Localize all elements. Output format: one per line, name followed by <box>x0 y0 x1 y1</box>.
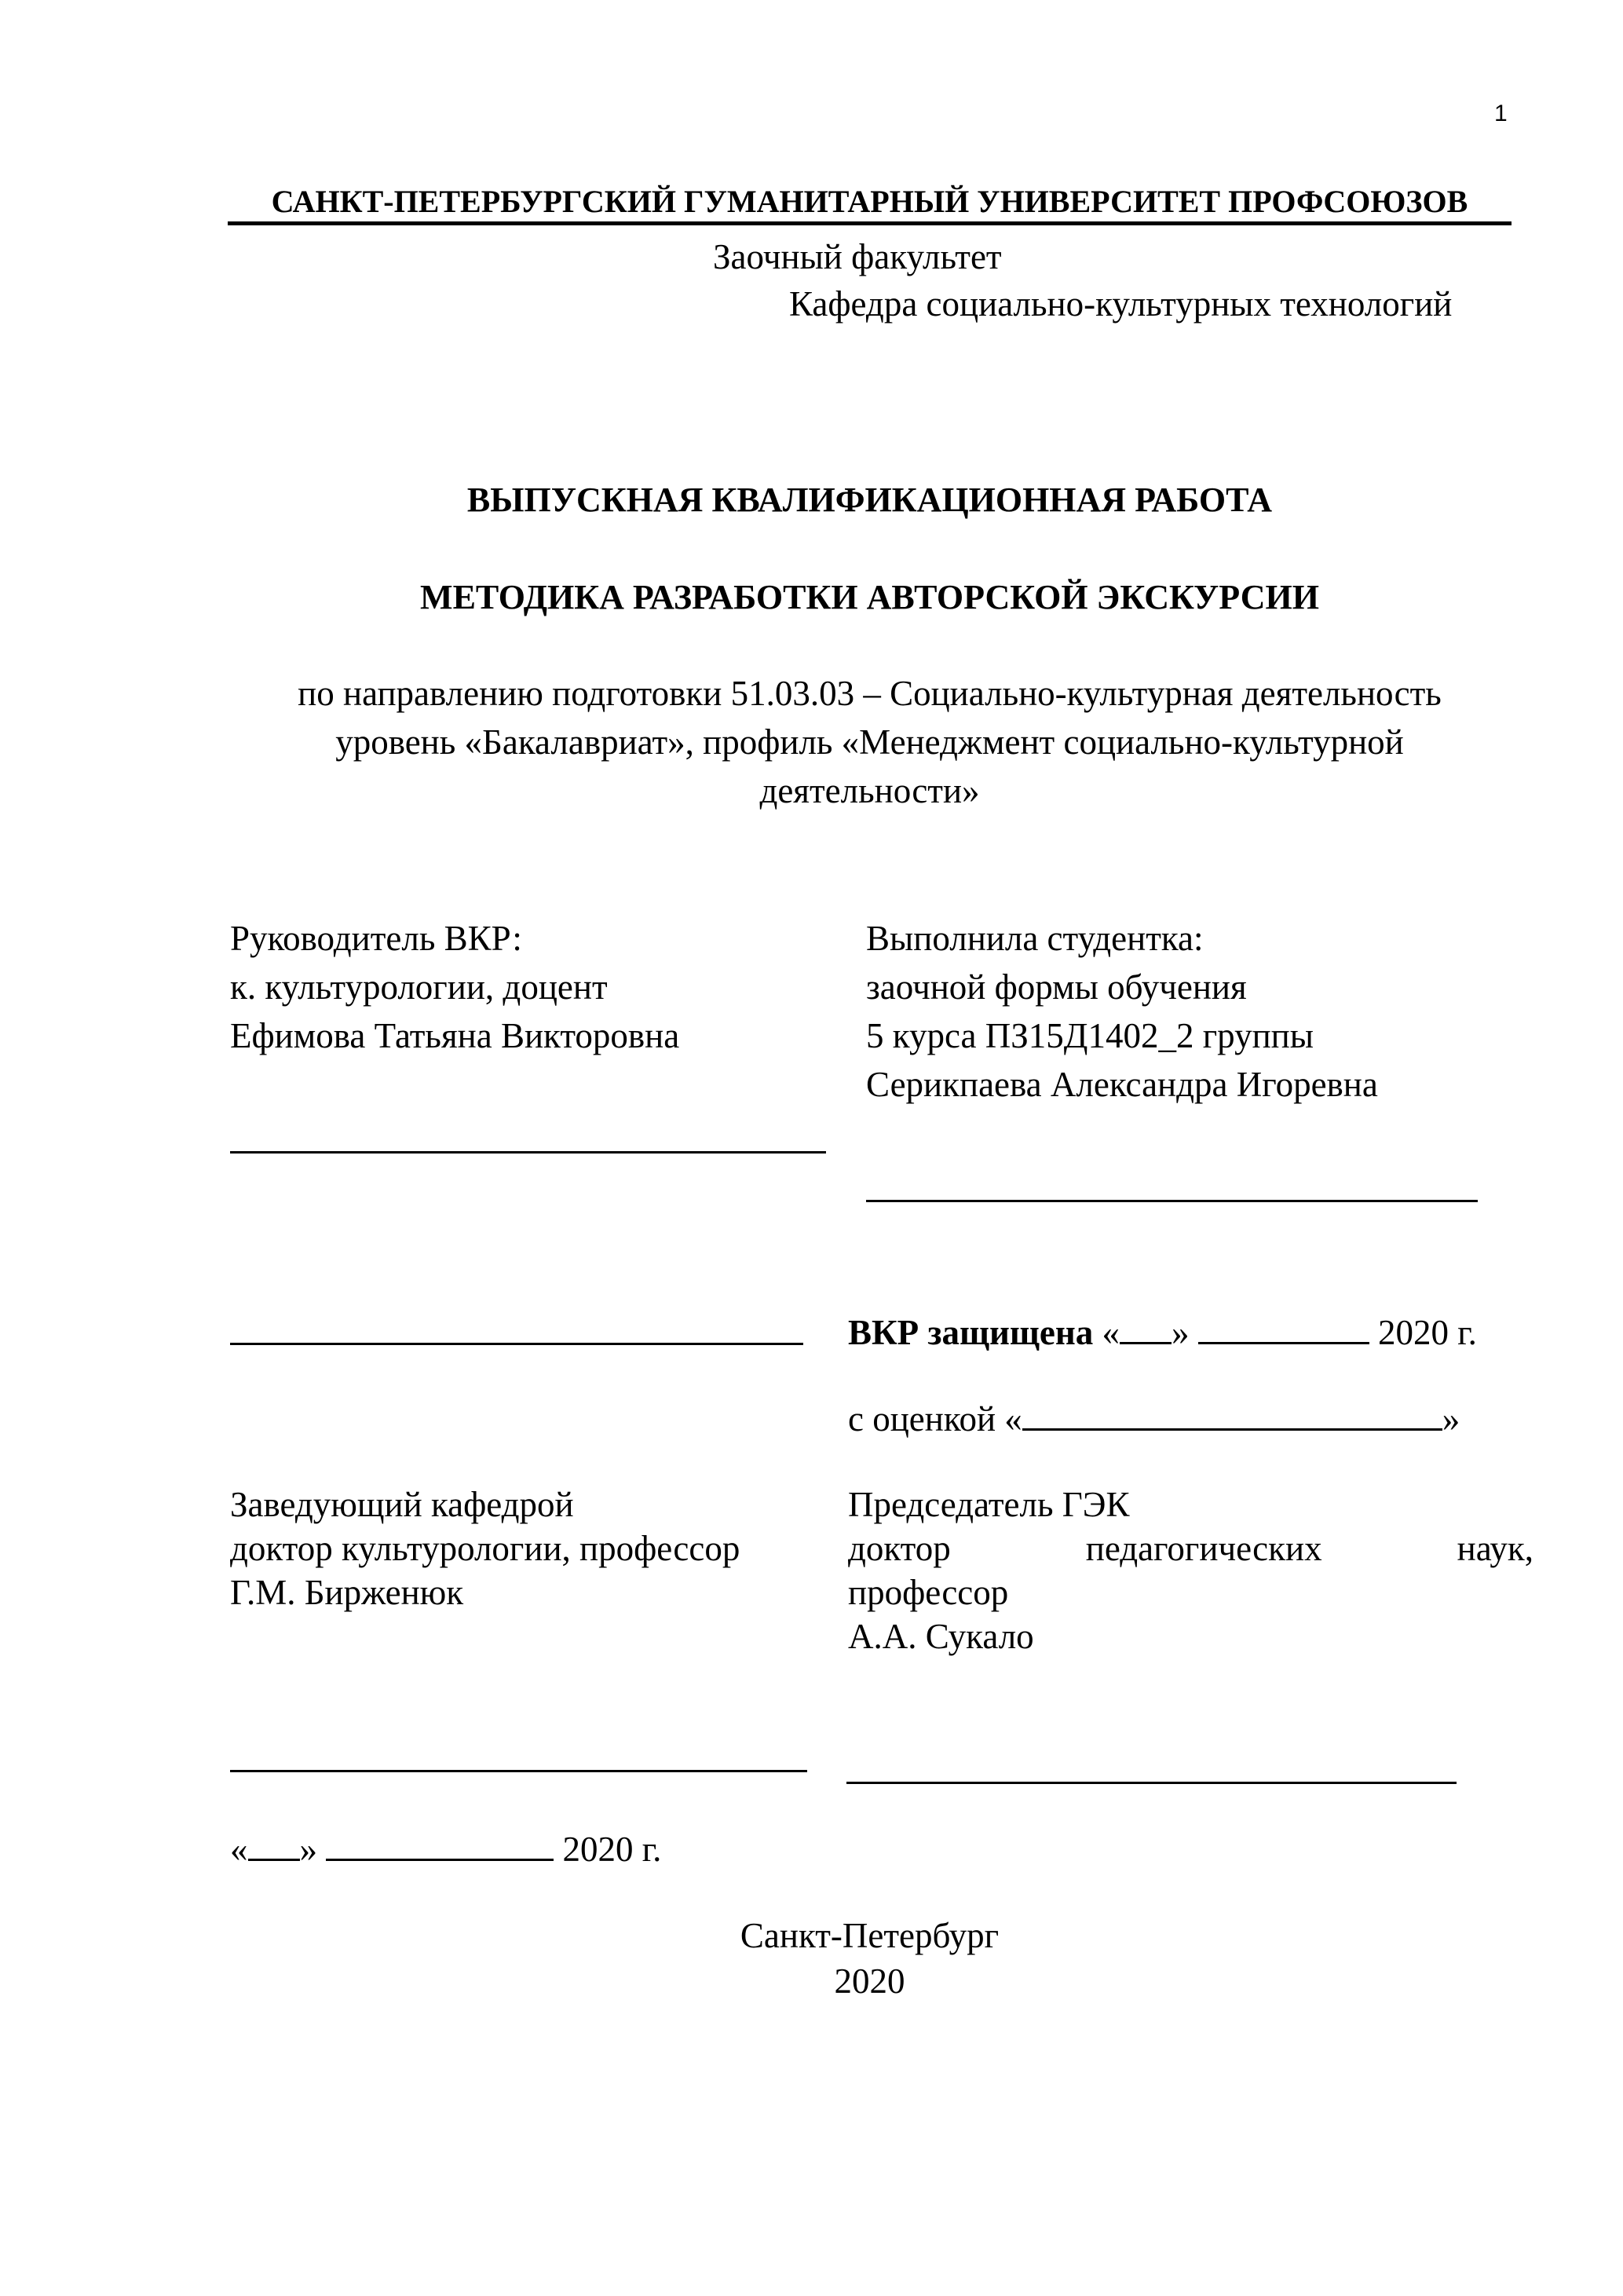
supervisor-label: Руководитель ВКР: <box>230 919 522 958</box>
grade-label: с оценкой « <box>848 1399 1022 1439</box>
date-day-field[interactable] <box>248 1832 300 1861</box>
grade-line <box>848 1395 1460 1443</box>
commission-chair-block <box>848 1483 1533 1658</box>
supervisor-degree: к. культурологии, доцент <box>230 967 608 1007</box>
chair-degree-word-3: наук, <box>1457 1529 1533 1568</box>
defense-label: ВКР защищена <box>848 1313 1094 1352</box>
chair-degree-word-2: педагогических <box>1085 1529 1322 1568</box>
chair-signature-line[interactable] <box>846 1782 1457 1784</box>
chair-label: Председатель ГЭК <box>848 1485 1130 1524</box>
direction-line-3: деятельности» <box>759 771 980 810</box>
defense-open-quote: « <box>1102 1313 1120 1352</box>
head-name: Г.М. Бирженюк <box>230 1573 464 1612</box>
head-of-department-block <box>230 1483 740 1614</box>
date-open-quote: « <box>230 1830 248 1869</box>
thesis-topic: МЕТОДИКА РАЗРАБОТКИ АВТОРСКОЙ ЭКСКУРСИИ <box>420 578 1319 616</box>
direction-block <box>228 669 1512 815</box>
department-name: Кафедра социально-культурных технологий <box>789 284 1453 324</box>
direction-line-1: по направлению подготовки 51.03.03 – Социально-культурная деятельность <box>298 674 1442 713</box>
date-close-quote: » <box>299 1830 317 1869</box>
head-signature-line[interactable] <box>230 1770 807 1772</box>
header-rule <box>228 221 1512 225</box>
chair-title: профессор <box>848 1573 1009 1612</box>
university-name: САНКТ-ПЕТЕРБУРГСКИЙ ГУМАНИТАРНЫЙ УНИВЕРСИТЕТ ПРОФСОЮЗОВ <box>271 184 1468 219</box>
date-month-field[interactable] <box>326 1832 554 1861</box>
chair-degree-word-1: доктор <box>848 1529 951 1568</box>
grade-field[interactable] <box>1022 1402 1442 1431</box>
defense-close-quote: » <box>1172 1313 1190 1352</box>
defense-day-field[interactable] <box>1120 1315 1172 1344</box>
direction-line-2: уровень «Бакалавриат», профиль «Менеджмент социально-культурной <box>335 722 1404 762</box>
supervisor-name: Ефимова Татьяна Викторовна <box>230 1016 680 1055</box>
student-group: 5 курса ПЗ15Д1402_2 группы <box>866 1016 1314 1055</box>
defense-line <box>848 1308 1477 1357</box>
defense-left-signature-line[interactable] <box>230 1343 803 1345</box>
head-degree: доктор культурологии, профессор <box>230 1529 740 1568</box>
defense-year: 2020 г. <box>1378 1313 1477 1352</box>
student-signature-line[interactable] <box>866 1200 1478 1202</box>
footer-year: 2020 <box>834 1961 905 2001</box>
work-type-title: ВЫПУСКНАЯ КВАЛИФИКАЦИОННАЯ РАБОТА <box>466 481 1273 519</box>
page-number: 1 <box>1494 101 1508 126</box>
student-name: Серикпаева Александра Игоревна <box>866 1065 1378 1104</box>
footer-city: Санкт-Петербург <box>740 1916 1000 1955</box>
head-label: Заведующий кафедрой <box>230 1485 574 1524</box>
student-block <box>866 914 1378 1109</box>
faculty-name: Заочный факультет <box>713 237 1002 276</box>
grade-close-quote: » <box>1442 1399 1460 1439</box>
supervisor-block <box>230 914 679 1060</box>
student-label: Выполнила студентка: <box>866 919 1204 958</box>
supervisor-signature-line[interactable] <box>230 1151 826 1153</box>
footer-block <box>228 1913 1512 2004</box>
defense-month-field[interactable] <box>1198 1315 1369 1344</box>
chair-name: А.А. Сукало <box>848 1617 1034 1656</box>
chair-degree <box>848 1526 1533 1570</box>
date-year: 2020 г. <box>562 1830 662 1869</box>
approval-date-line <box>230 1825 661 1874</box>
student-form: заочной формы обучения <box>866 967 1247 1007</box>
